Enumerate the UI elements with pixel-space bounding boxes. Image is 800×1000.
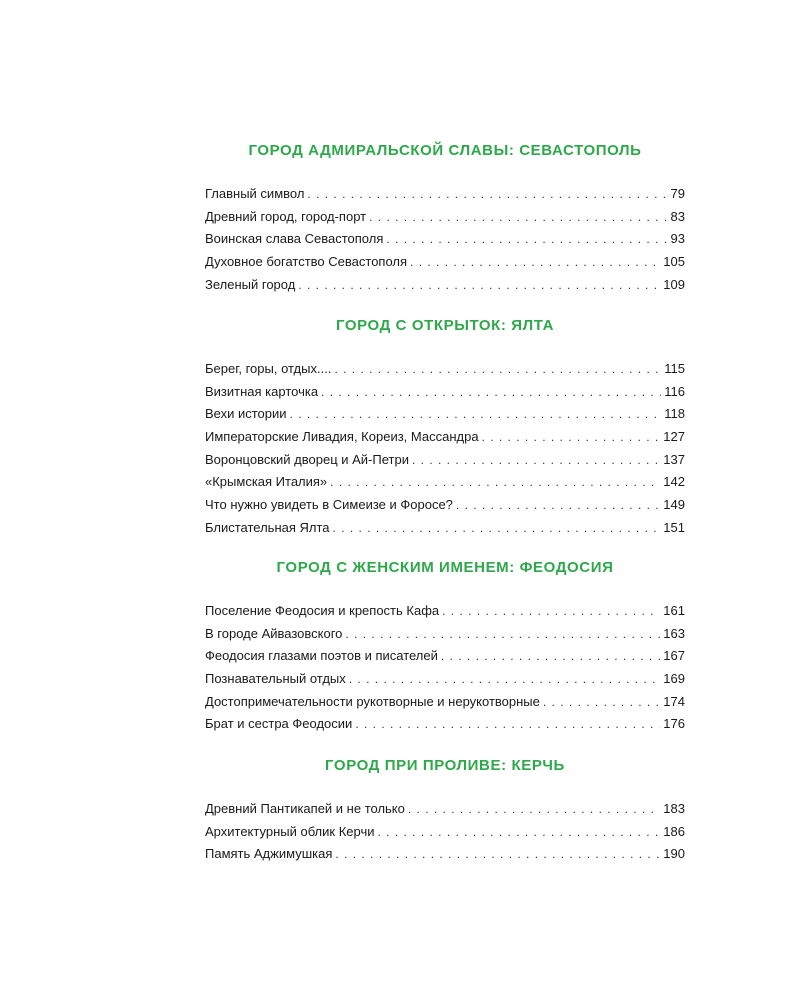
entry-page-number: 151 (663, 519, 685, 535)
entry-title: Воинская слава Севастополя (205, 231, 384, 247)
entry-list (205, 358, 685, 540)
toc-entry[interactable] (205, 843, 685, 866)
entry-title: Вехи истории (205, 406, 287, 422)
section-sevastopol (205, 141, 685, 296)
section-yalta (205, 316, 685, 540)
entry-page-number: 115 (664, 361, 685, 376)
dot-leader (410, 251, 660, 274)
toc-entry[interactable] (205, 600, 685, 623)
toc-entry[interactable] (205, 251, 685, 274)
entry-list (205, 600, 685, 736)
entry-title: Визитная карточка (205, 383, 319, 399)
entry-title: Архитектурный облик Керчи (205, 823, 375, 839)
dot-leader (355, 713, 660, 736)
toc-entry[interactable] (205, 471, 685, 494)
entry-title: Брат и сестра Феодосии (205, 716, 353, 732)
entry-page-number: 83 (670, 208, 685, 224)
entry-title: Феодосия глазами поэтов и писателей (205, 648, 438, 664)
toc-entry[interactable] (205, 668, 685, 691)
entry-title: Императорские Ливадия, Кореиз, Массандра (205, 429, 479, 445)
section-feodosia (205, 558, 685, 736)
section-title: ГОРОД С ОТКРЫТОК: ЯЛТА (335, 317, 555, 334)
dot-leader (408, 798, 660, 821)
dot-leader (378, 821, 661, 844)
dot-leader (307, 183, 667, 206)
toc-entry[interactable] (205, 426, 685, 449)
entry-title: Память Аджимушкая (205, 846, 333, 862)
toc-entry[interactable] (205, 645, 685, 668)
toc-entry[interactable] (205, 183, 685, 206)
section-title: ГОРОД ПРИ ПРОЛИВЕ: КЕРЧЬ (325, 757, 565, 774)
dot-leader (456, 494, 660, 517)
dot-leader (442, 600, 660, 623)
dot-leader (321, 381, 661, 404)
entry-title: Древний город, город-порт (205, 208, 367, 224)
toc-entry[interactable] (205, 798, 685, 821)
entry-page-number: 142 (663, 474, 685, 490)
entry-page-number: 118 (664, 406, 685, 422)
entry-page-number: 93 (670, 231, 685, 247)
entry-page-number: 174 (663, 693, 685, 709)
dot-leader (335, 843, 660, 866)
entry-title: Блистательная Ялта (205, 519, 330, 535)
dot-leader (334, 358, 661, 381)
entry-page-number: 169 (663, 671, 685, 687)
dot-leader (330, 471, 660, 494)
dot-leader (543, 691, 660, 714)
entry-title: В городе Айвазовского (205, 625, 343, 641)
section-title: ГОРОД С ЖЕНСКИМ ИМЕНЕМ: ФЕОДОСИЯ (276, 559, 614, 576)
entry-page-number: 161 (663, 603, 685, 618)
entry-page-number: 167 (663, 648, 685, 664)
entry-page-number: 186 (663, 823, 685, 839)
entry-page-number: 149 (663, 497, 685, 513)
entry-page-number: 176 (663, 716, 685, 732)
dot-leader (290, 403, 662, 426)
dot-leader (412, 449, 660, 472)
toc-entry[interactable] (205, 206, 685, 229)
entry-page-number: 137 (663, 451, 685, 467)
entry-title: Достопримечательности рукотворные и нерукотворные (205, 693, 540, 709)
section-kerch (205, 756, 685, 866)
entry-title: Берег, горы, отдых.... (205, 361, 332, 376)
toc-entry[interactable] (205, 623, 685, 646)
toc-entry[interactable] (205, 403, 685, 426)
entry-title: Зеленый город (205, 276, 296, 292)
toc-entry[interactable] (205, 713, 685, 736)
entry-title: Воронцовский дворец и Ай-Петри (205, 451, 409, 467)
entry-page-number: 183 (663, 801, 685, 816)
toc-entry[interactable] (205, 691, 685, 714)
dot-leader (298, 274, 660, 297)
entry-title: «Крымская Италия» (205, 474, 328, 490)
entry-page-number: 105 (663, 254, 685, 270)
dot-leader (441, 645, 660, 668)
toc-entry[interactable] (205, 821, 685, 844)
entry-title: Познавательный отдых (205, 671, 346, 687)
toc-entry[interactable] (205, 274, 685, 297)
entry-page-number: 190 (663, 846, 685, 862)
dot-leader (482, 426, 661, 449)
dot-leader (349, 668, 661, 691)
section-title: ГОРОД АДМИРАЛЬСКОЙ СЛАВЫ: СЕВАСТОПОЛЬ (248, 142, 642, 159)
toc-entry[interactable] (205, 228, 685, 251)
toc-entry[interactable] (205, 517, 685, 540)
entry-title: Главный символ (205, 186, 305, 201)
dot-leader (345, 623, 660, 646)
entry-title: Что нужно увидеть в Симеизе и Форосе? (205, 497, 453, 513)
dot-leader (386, 228, 667, 251)
entry-page-number: 163 (663, 625, 685, 641)
entry-title: Духовное богатство Севастополя (205, 254, 408, 270)
dot-leader (333, 517, 661, 540)
toc-entry[interactable] (205, 449, 685, 472)
entry-page-number: 127 (663, 429, 685, 445)
toc-entry[interactable] (205, 358, 685, 381)
entry-title: Древний Пантикапей и не только (205, 801, 405, 816)
toc-entry[interactable] (205, 494, 685, 517)
entry-page-number: 109 (663, 276, 685, 292)
entry-list (205, 798, 685, 866)
entry-page-number: 79 (670, 186, 685, 201)
dot-leader (369, 206, 667, 229)
entry-title: Поселение Феодосия и крепость Кафа (205, 603, 440, 618)
entry-list (205, 183, 685, 296)
toc-entry[interactable] (205, 381, 685, 404)
entry-page-number: 116 (664, 383, 685, 399)
